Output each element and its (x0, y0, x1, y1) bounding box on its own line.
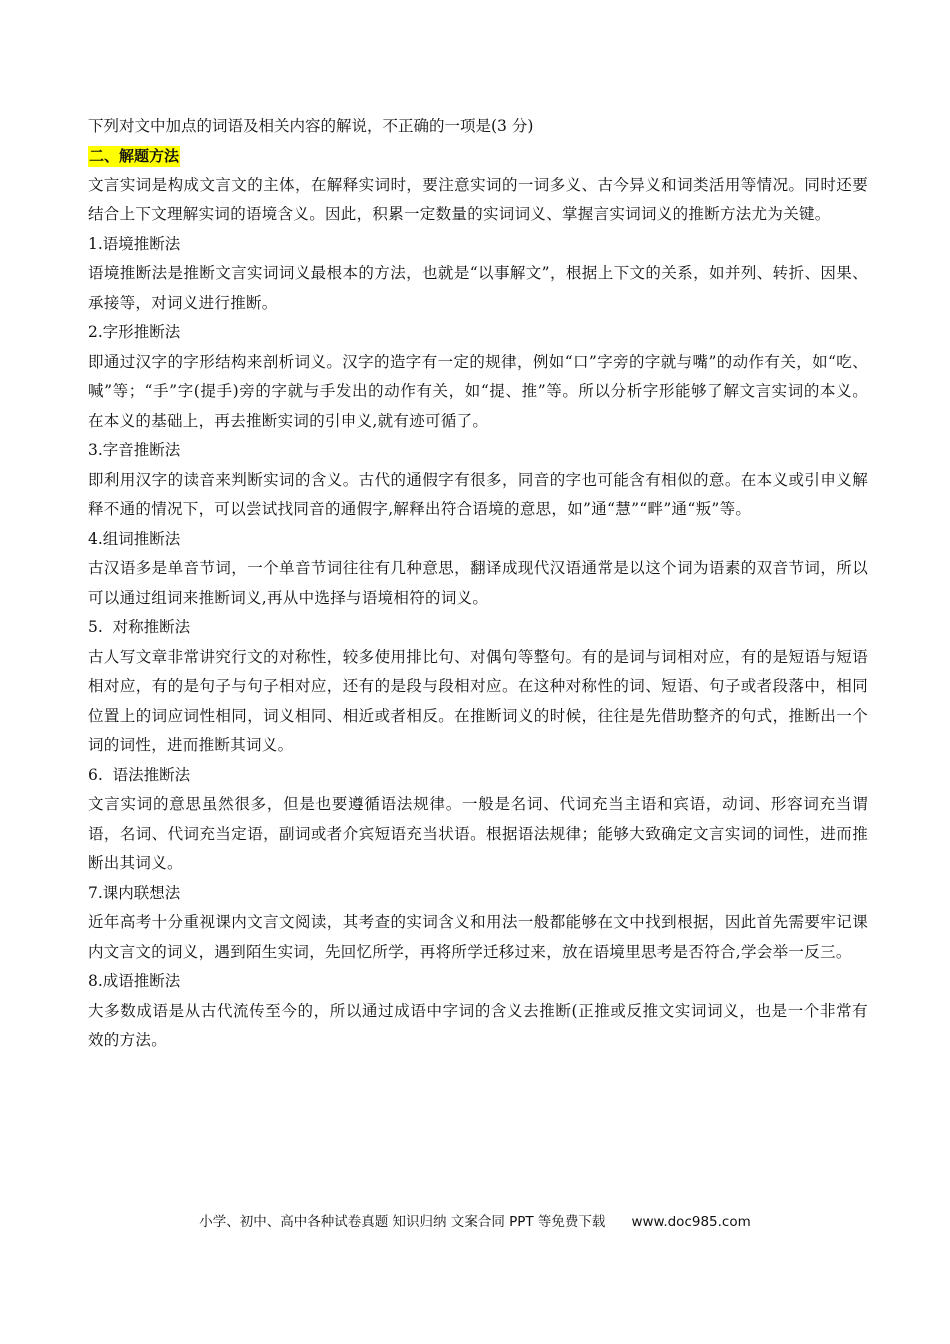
method-heading-4: 4.组词推断法 (88, 529, 181, 548)
document-body (88, 112, 868, 1056)
method-heading-2: 2.字形推断法 (88, 323, 181, 341)
method-heading-6: 6. 语法推断法 (88, 765, 191, 784)
method-paragraph-3: 即利用汉字的读音来判断实词的含义。古代的通假字有很多，同音的字也可能含有相似的意。在本义或引申义解释不通的情况下，可以尝试找同音的通假字,解释出符合语境的意思，如”通“慧”“畔”通“叛”等。 (88, 470, 868, 518)
page-footer (0, 1210, 950, 1230)
method-heading-8: 8.成语推断法 (88, 972, 181, 990)
method-heading-5: 5. 对称推断法 (88, 618, 191, 636)
method-paragraph-5: 古人写文章非常讲究行文的对称性，较多使用排比句、对偶句等整句。有的是词与词相对应，有的是短语与短语相对应，有的是句子与句子相对应，还有的是段与段相对应。在这种对称性的词、短语、句子或者段落中，相同位置上的词应词性相同，词义相同、相近或者相反。在推断词义的时候，往往是先借助整齐的句式，推断出一个词的词性，进而推断其词义。 (88, 647, 868, 754)
method-paragraph-4: 古汉语多是单音节词，一个单音节词往往有几种意思，翻译成现代汉语通常是以这个词为语素的双音节词，所以可以通过组词来推断词义,再从中选择与语境相符的词义。 (88, 559, 868, 607)
method-heading-7: 7.课内联想法 (88, 883, 181, 902)
method-paragraph-1: 语境推断法是推断文言实词词义最根本的方法，也就是“以事解文”，根据上下文的关系，如并列、转折、因果、承接等，对词义进行推断。 (88, 264, 868, 312)
method-heading-1: 1.语境推断法 (88, 234, 181, 253)
footer-text: 小学、初中、高中各种试卷真题 知识归纳 文案合同 PPT 等免费下载 (199, 1214, 606, 1230)
footer-site-link[interactable]: www.doc985.com (631, 1214, 751, 1230)
method-paragraph-2: 即通过汉字的字形结构来剖析词义。汉字的造字有一定的规律，例如“口”字旁的字就与嘴”的动作有关，如“吃、喊”等；“手”字(提手)旁的字就与手发出的动作有关，如“提、推”等。所以分析字形能够了解文言实词的本义。在本义的基础上，再去推断实词的引申义,就有迹可循了。 (88, 352, 868, 430)
method-paragraph-6: 文言实词的意思虽然很多，但是也要遵循语法规律。一般是名词、代词充当主语和宾语，动词、形容词充当谓语，名词、代词充当定语，副词或者介宾短语充当状语。根据语法规律；能够大致确定文言实词的词性，进而推断出其词义。 (88, 795, 868, 872)
intro-line: 下列对文中加点的词语及相关内容的解说，不正确的一项是(3 分) (88, 117, 534, 135)
paragraph-intro: 文言实词是构成文言文的主体，在解释实词时，要注意实词的一词多义、古今异义和词类活用等情况。同时还要结合上下文理解实词的语境含义。因此，积累一定数量的实词词义、掌握言实词词义的推断方法尤为关键。 (88, 175, 868, 223)
section-heading: 二、解题方法 (89, 146, 180, 165)
method-heading-3: 3.字音推断法 (88, 441, 181, 459)
method-paragraph-8: 大多数成语是从古代流传至今的，所以通过成语中字词的含义去推断(正推或反推文实词词义，也是一个非常有效的方法。 (88, 1001, 868, 1049)
method-paragraph-7: 近年高考十分重视课内文言文阅读，其考查的实词含义和用法一般都能够在文中找到根据，因此首先需要牢记课内文言文的词义，遇到陌生实词，先回忆所学，再将所学迁移过来，放在语境里思考是否符合,学会举一反三。 (88, 913, 868, 961)
